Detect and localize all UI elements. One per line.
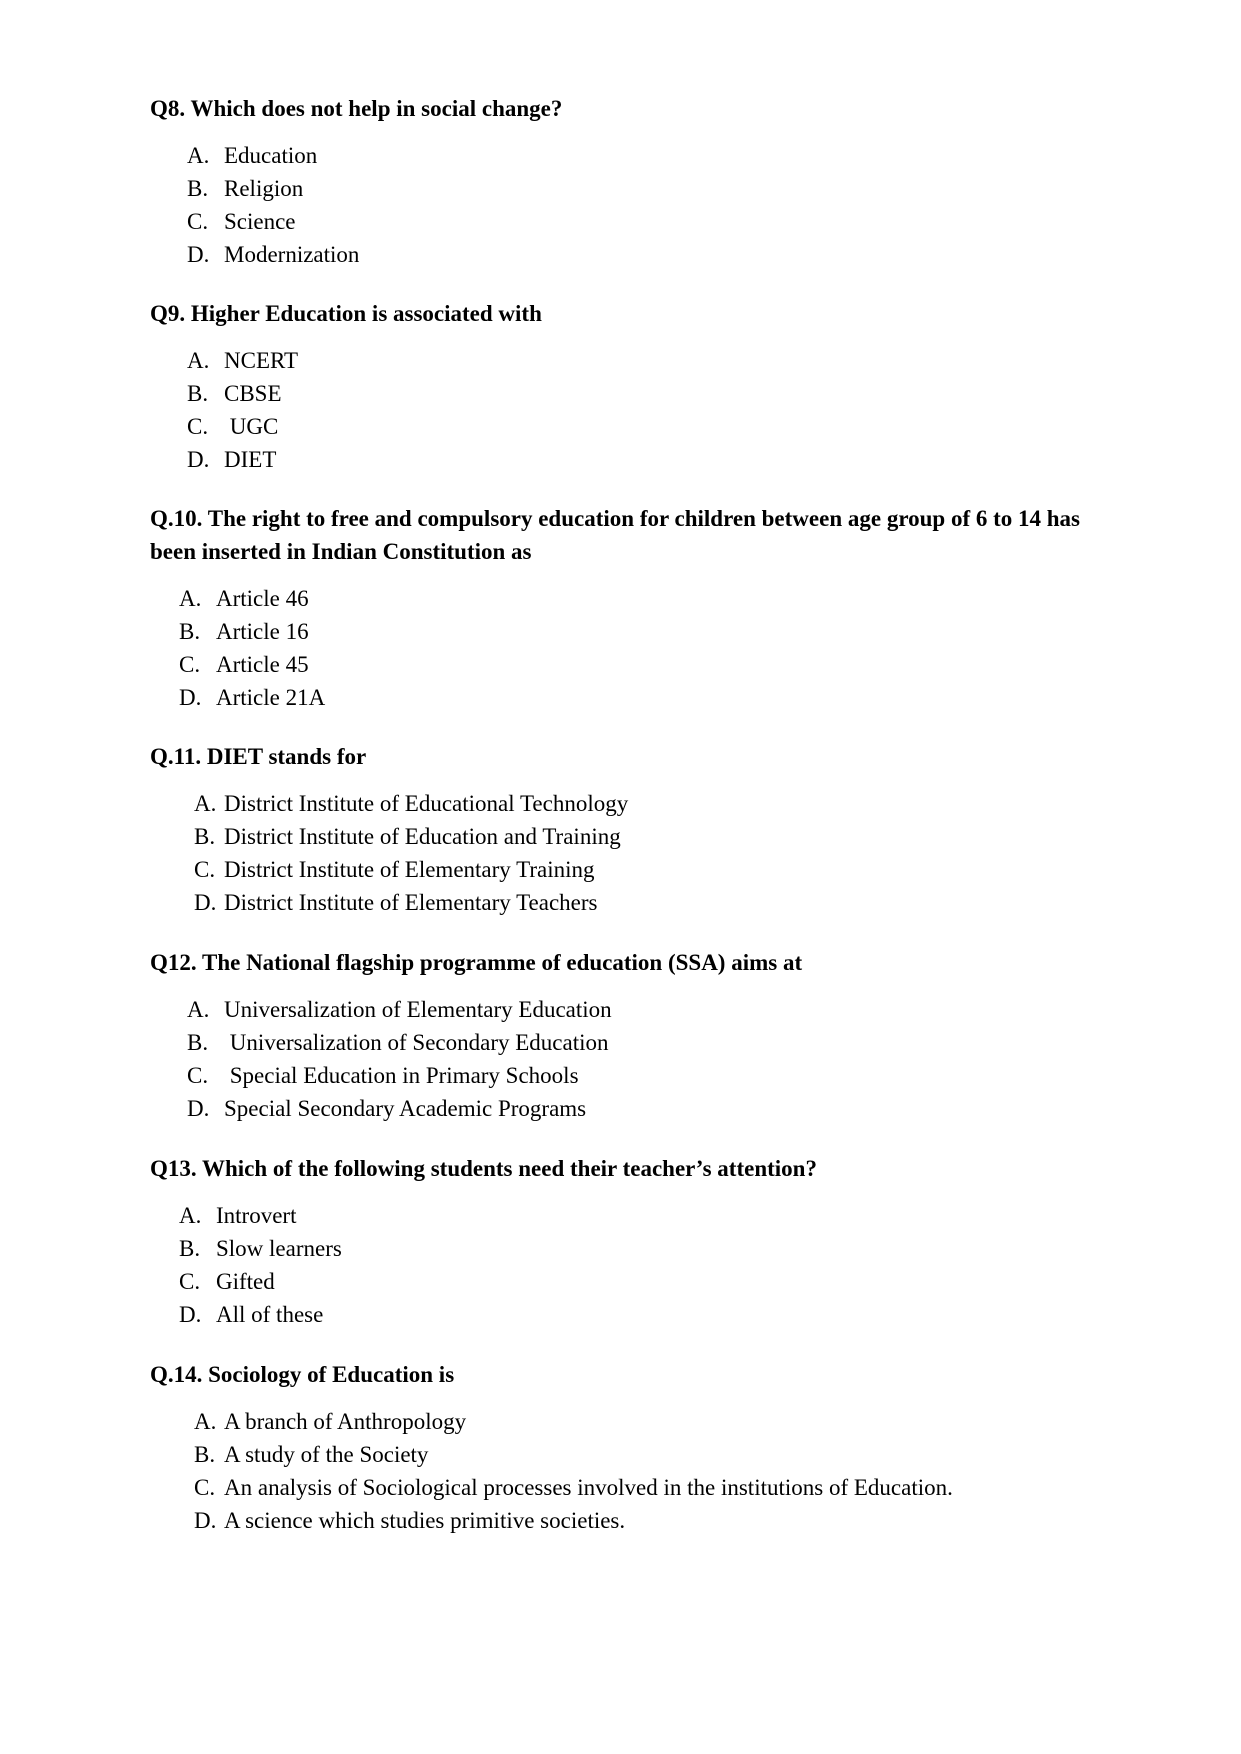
option-item	[150, 1199, 1110, 1232]
option-letter: C.	[187, 209, 209, 234]
option-item	[150, 1232, 1110, 1265]
option-text: UGC	[224, 414, 279, 439]
option-item	[150, 1265, 1110, 1298]
option-item	[150, 787, 1110, 820]
option-item	[150, 615, 1110, 648]
option-text: Article 21A	[216, 685, 326, 710]
option-text: A science which studies primitive societies.	[224, 1508, 626, 1533]
question-text: Q.10. The right to free and compulsory education for children between age group of 6 to 14 has been inserted in Indian Constitution as	[150, 506, 1081, 564]
option-letter: A.	[187, 348, 210, 373]
option-letter: B.	[179, 1236, 201, 1261]
option-text: Article 45	[216, 652, 309, 677]
question-block	[150, 297, 1110, 476]
option-letter: D.	[194, 890, 217, 915]
question-text: Q12. The National flagship programme of education (SSA) aims at	[150, 950, 803, 975]
option-text: Introvert	[216, 1203, 297, 1228]
option-item	[150, 1471, 1110, 1504]
option-item	[150, 205, 1110, 238]
option-letter: D.	[194, 1508, 217, 1533]
option-text: Religion	[224, 176, 304, 201]
option-text: An analysis of Sociological processes involved in the institutions of Education.	[224, 1475, 953, 1500]
option-item	[150, 1092, 1110, 1125]
option-text: NCERT	[224, 348, 299, 373]
option-text: Slow learners	[216, 1236, 342, 1261]
option-text: District Institute of Elementary Teachers	[224, 890, 598, 915]
option-letter: C.	[179, 652, 201, 677]
option-text: Special Secondary Academic Programs	[224, 1096, 587, 1121]
option-text: CBSE	[224, 381, 282, 406]
option-item	[150, 172, 1110, 205]
option-item	[150, 681, 1110, 714]
option-item	[150, 1026, 1110, 1059]
option-text: Universalization of Elementary Education	[224, 997, 612, 1022]
option-text: Article 46	[216, 586, 309, 611]
option-letter: B.	[187, 381, 209, 406]
question-text: Q.11. DIET stands for	[150, 744, 367, 769]
option-item	[150, 1059, 1110, 1092]
option-text: Special Education in Primary Schools	[224, 1063, 579, 1088]
option-text: Article 16	[216, 619, 309, 644]
option-item	[150, 820, 1110, 853]
option-item	[150, 1438, 1110, 1471]
question-block	[150, 1152, 1110, 1331]
option-letter: A.	[187, 997, 210, 1022]
option-letter: B.	[194, 1442, 216, 1467]
option-letter: D.	[187, 242, 210, 267]
option-letter: C.	[187, 1063, 209, 1088]
option-text: A branch of Anthropology	[224, 1409, 467, 1434]
option-text: Science	[224, 209, 296, 234]
option-text: Gifted	[216, 1269, 275, 1294]
question-text: Q13. Which of the following students need their teacher’s attention?	[150, 1156, 817, 1181]
option-text: District Institute of Educational Technology	[224, 791, 629, 816]
question-text: Q.14. Sociology of Education is	[150, 1362, 455, 1387]
question-block	[150, 1358, 1110, 1537]
question-text: Q8. Which does not help in social change?	[150, 96, 563, 121]
question-text: Q9. Higher Education is associated with	[150, 301, 542, 326]
option-item	[150, 410, 1110, 443]
option-text: Education	[224, 143, 318, 168]
option-letter: B.	[194, 824, 216, 849]
option-letter: C.	[194, 1475, 216, 1500]
option-letter: B.	[187, 176, 209, 201]
option-letter: A.	[179, 1203, 202, 1228]
option-item	[150, 1405, 1110, 1438]
option-letter: A.	[194, 1409, 217, 1434]
option-letter: A.	[187, 143, 210, 168]
option-item	[150, 139, 1110, 172]
option-letter: D.	[179, 1302, 202, 1327]
options-list	[150, 1405, 1110, 1537]
option-item	[150, 648, 1110, 681]
option-text: Universalization of Secondary Education	[224, 1030, 609, 1055]
option-text: District Institute of Education and Training	[224, 824, 621, 849]
option-letter: C.	[187, 414, 209, 439]
question-block	[150, 740, 1110, 919]
option-text: DIET	[224, 447, 277, 472]
option-item	[150, 443, 1110, 476]
option-letter: B.	[187, 1030, 209, 1055]
option-item	[150, 377, 1110, 410]
options-list	[150, 582, 1110, 714]
option-item	[150, 238, 1110, 271]
option-letter: D.	[179, 685, 202, 710]
option-item	[150, 582, 1110, 615]
option-letter: D.	[187, 1096, 210, 1121]
option-letter: C.	[179, 1269, 201, 1294]
options-list	[150, 993, 1110, 1125]
option-letter: C.	[194, 857, 216, 882]
option-letter: B.	[179, 619, 201, 644]
option-letter: A.	[179, 586, 202, 611]
option-item	[150, 853, 1110, 886]
options-list	[150, 139, 1110, 271]
option-item	[150, 344, 1110, 377]
question-block	[150, 946, 1110, 1125]
options-list	[150, 787, 1110, 919]
option-item	[150, 1504, 1110, 1537]
option-letter: A.	[194, 791, 217, 816]
options-list	[150, 344, 1110, 476]
option-letter: D.	[187, 447, 210, 472]
option-text: District Institute of Elementary Training	[224, 857, 595, 882]
option-item	[150, 1298, 1110, 1331]
question-block	[150, 92, 1110, 271]
options-list	[150, 1199, 1110, 1331]
option-text: Modernization	[224, 242, 360, 267]
question-block	[150, 502, 1110, 714]
option-text: A study of the Society	[224, 1442, 429, 1467]
option-item	[150, 886, 1110, 919]
option-text: All of these	[216, 1302, 324, 1327]
option-item	[150, 993, 1110, 1026]
